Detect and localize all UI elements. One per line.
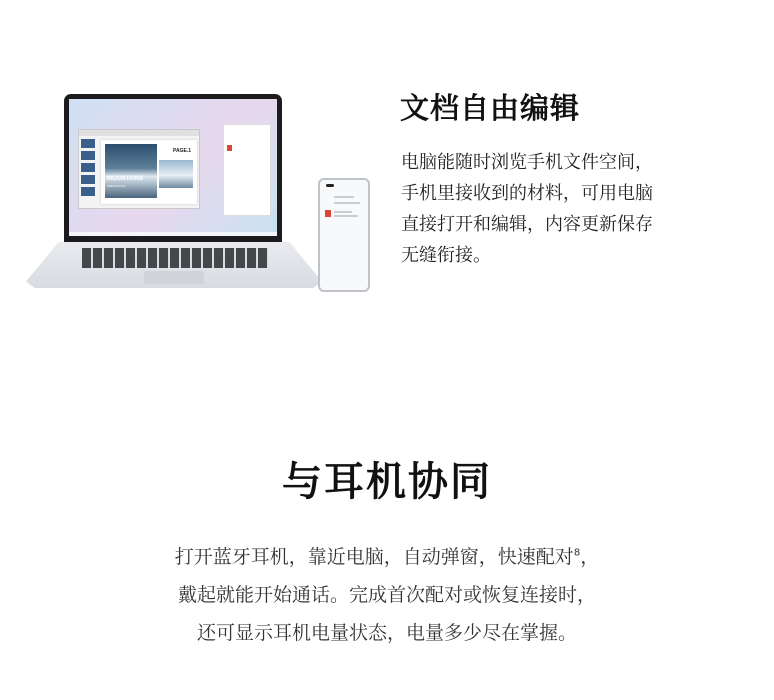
slide-title: MOUNTAINS	[107, 176, 143, 182]
laptop-phone-image	[24, 90, 374, 300]
description-line: 直接打开和编辑，内容更新保存	[401, 214, 653, 235]
slide-thumbnails	[81, 139, 95, 199]
feature-description	[401, 147, 731, 271]
description-line: 无缝衔接。	[401, 245, 491, 266]
slide-page-label: PAGE.1	[173, 148, 191, 154]
description-line: 戴起就能开始通话。完成首次配对或恢复连接时，	[177, 584, 596, 606]
description-line: 手机里接收到的材料，可用电脑	[401, 183, 653, 204]
presentation-window	[78, 129, 200, 209]
footnote-marker: 8	[573, 547, 581, 559]
line-end: ，	[580, 546, 600, 568]
presentation-toolbar	[79, 130, 199, 136]
taskbar	[69, 232, 277, 236]
keyboard	[82, 248, 268, 268]
camera-notch	[326, 184, 334, 187]
line-text: 打开蓝牙耳机，靠近电脑，自动弹窗，快速配对	[174, 546, 574, 568]
section-description	[0, 538, 774, 652]
description-line: 还可显示耳机电量状态，电量多少尽在掌握。	[196, 622, 577, 644]
phone	[318, 178, 370, 292]
file-icon	[227, 145, 232, 151]
description-line	[0, 538, 774, 576]
laptop-display	[69, 99, 277, 236]
rock-photo	[159, 160, 193, 188]
slide-subtitle: AND ROCKS	[107, 184, 125, 188]
section-title: 与耳机协同	[282, 459, 492, 505]
touchpad	[144, 271, 204, 284]
laptop-screen	[64, 94, 282, 244]
phone-files-panel	[223, 124, 271, 216]
slide-preview	[101, 140, 197, 204]
file-icon	[325, 210, 331, 217]
feature-title: 文档自由编辑	[400, 91, 581, 125]
description-line: 电脑能随时浏览手机文件空间，	[401, 152, 653, 173]
mountain-photo	[105, 144, 157, 198]
